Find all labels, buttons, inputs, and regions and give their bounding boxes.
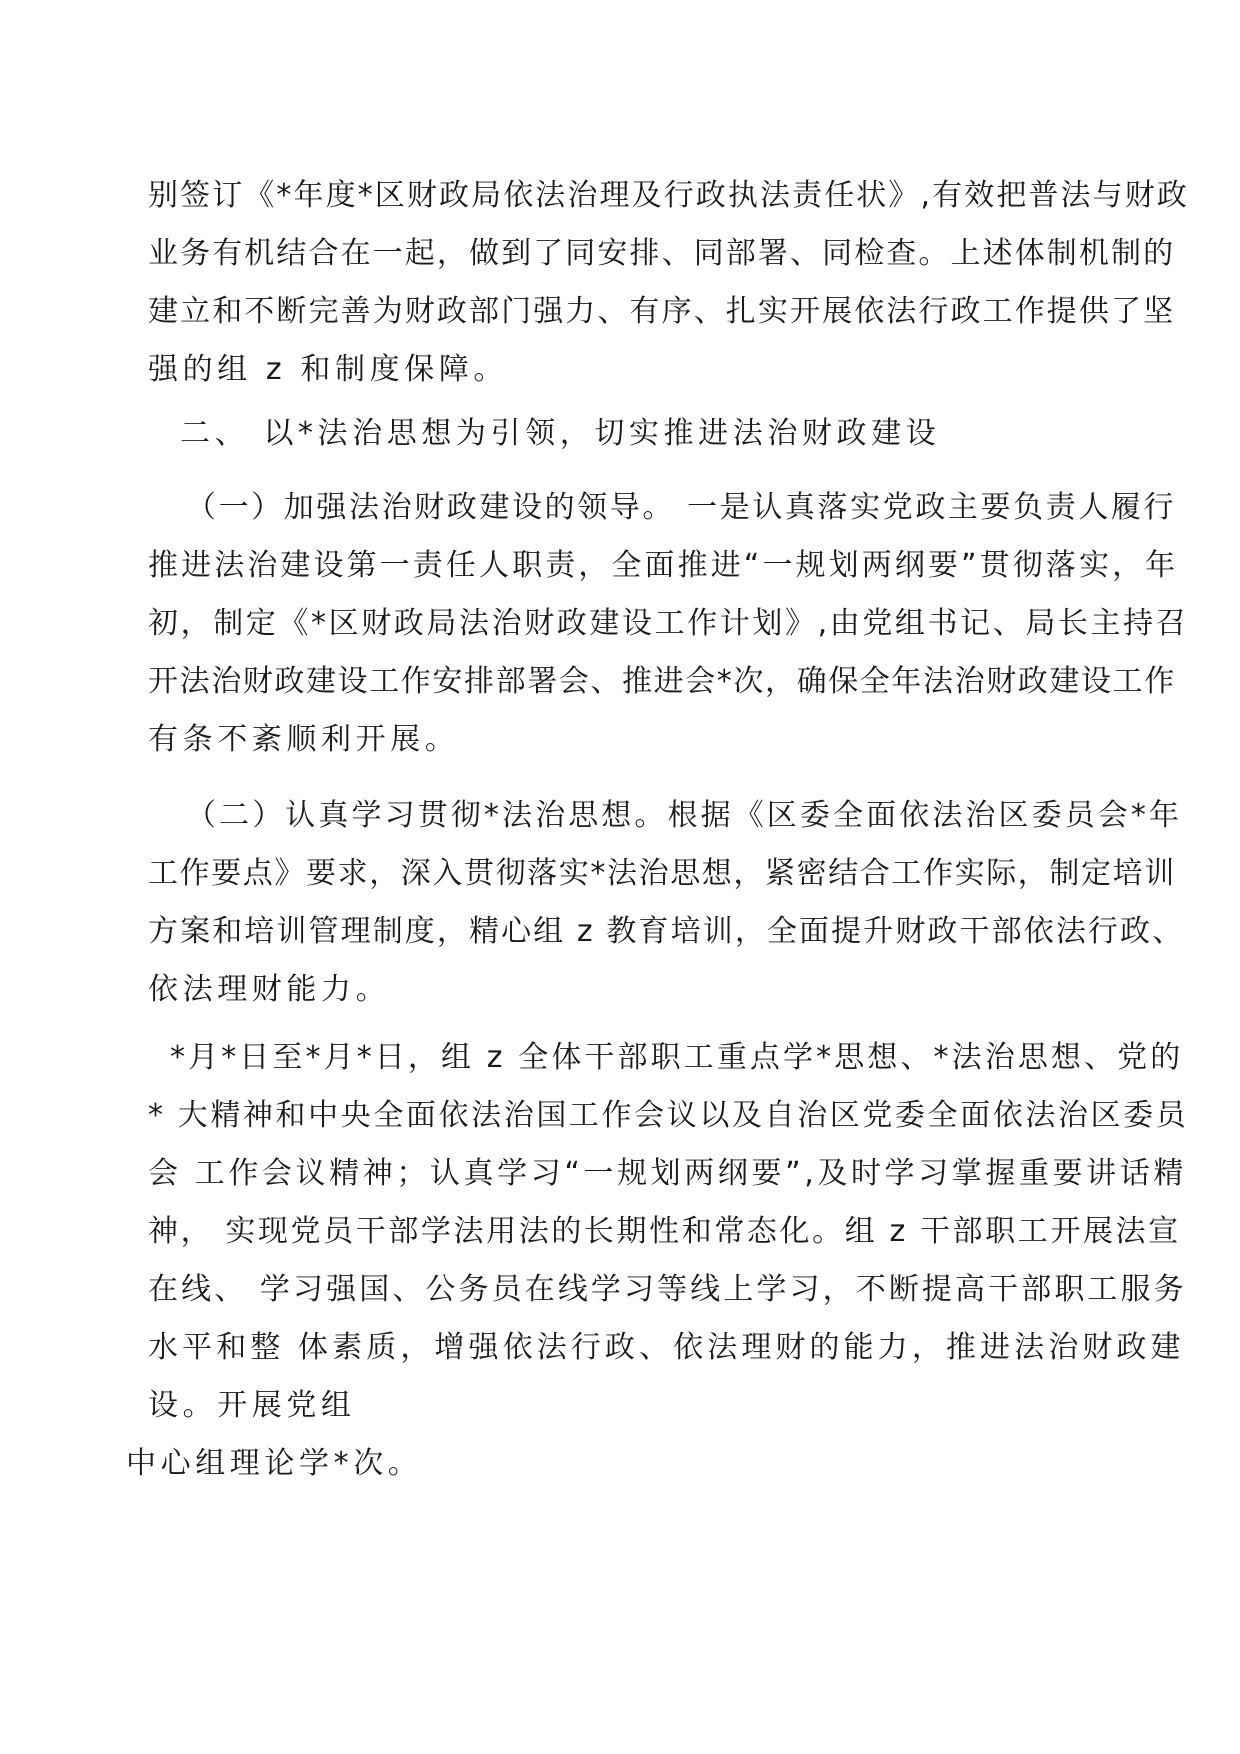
- text-line: 工作要点》要求，深入贯彻落实*法治思想，紧密结合工作实际，制定培训: [148, 856, 1176, 891]
- text-line: 依法理财能力。: [148, 972, 391, 1007]
- text-line: 建立和不断完善为财政部门强力、有序、扎实开展依法行政工作提供了坚: [148, 294, 1176, 329]
- text-line: 在线、 学习强国、公务员在线学习等线上学习，不断提高干部职工服务: [148, 1272, 1187, 1307]
- text-line: （二）认真学习贯彻*法治思想。根据《区委全面依法治区委员会*年: [186, 798, 1183, 833]
- section-heading: 二、 以*法治思想为引领，切实推进法治财政建设: [180, 416, 941, 451]
- text-line: * 大精神和中央全面依法治国工作会议以及自治区党委全面依法治区委员: [148, 1098, 1189, 1133]
- text-line: 会 工作会议精神；认真学习“一规划两纲要”,及时学习掌握重要讲话精: [148, 1156, 1187, 1191]
- text-line: 神， 实现党员干部学法用法的长期性和常态化。组 z 干部职工开展法宣: [148, 1214, 1181, 1249]
- text-line: 方案和培训管理制度，精心组 z 教育培训，全面提升财政干部依法行政、: [148, 914, 1185, 949]
- text-line: *月*日至*月*日，组 z 全体干部职工重点学*思想、*法治思想、党的: [170, 1040, 1184, 1075]
- text-line: 推进法治建设第一责任人职责，全面推进“一规划两纲要”贯彻落实，年: [148, 548, 1179, 583]
- text-line: 设。开展党组: [148, 1388, 356, 1423]
- text-line: 水平和整 体素质，增强依法行政、依法理财的能力，推进法治财政建: [148, 1330, 1185, 1365]
- text-line: 强的组 z 和制度保障。: [148, 352, 509, 387]
- text-line: （一）加强法治财政建设的领导。 一是认真落实党政主要负责人履行: [186, 490, 1177, 525]
- text-line: 初，制定《*区财政局法治财政建设工作计划》,由党组书记、局长主持召: [148, 606, 1189, 641]
- text-line: 业务有机结合在一起，做到了同安排、同部署、同检查。上述体制机制的: [148, 236, 1176, 271]
- text-line: 中心组理论学*次。: [126, 1446, 423, 1481]
- text-line: 开法治财政建设工作安排部署会、推进会*次，确保全年法治财政建设工作: [148, 664, 1176, 699]
- text-line: 有条不紊顺利开展。: [148, 722, 460, 757]
- text-line: 别签订《*年度*区财政局依法治理及行政执法责任状》,有效把普法与财政: [148, 178, 1189, 213]
